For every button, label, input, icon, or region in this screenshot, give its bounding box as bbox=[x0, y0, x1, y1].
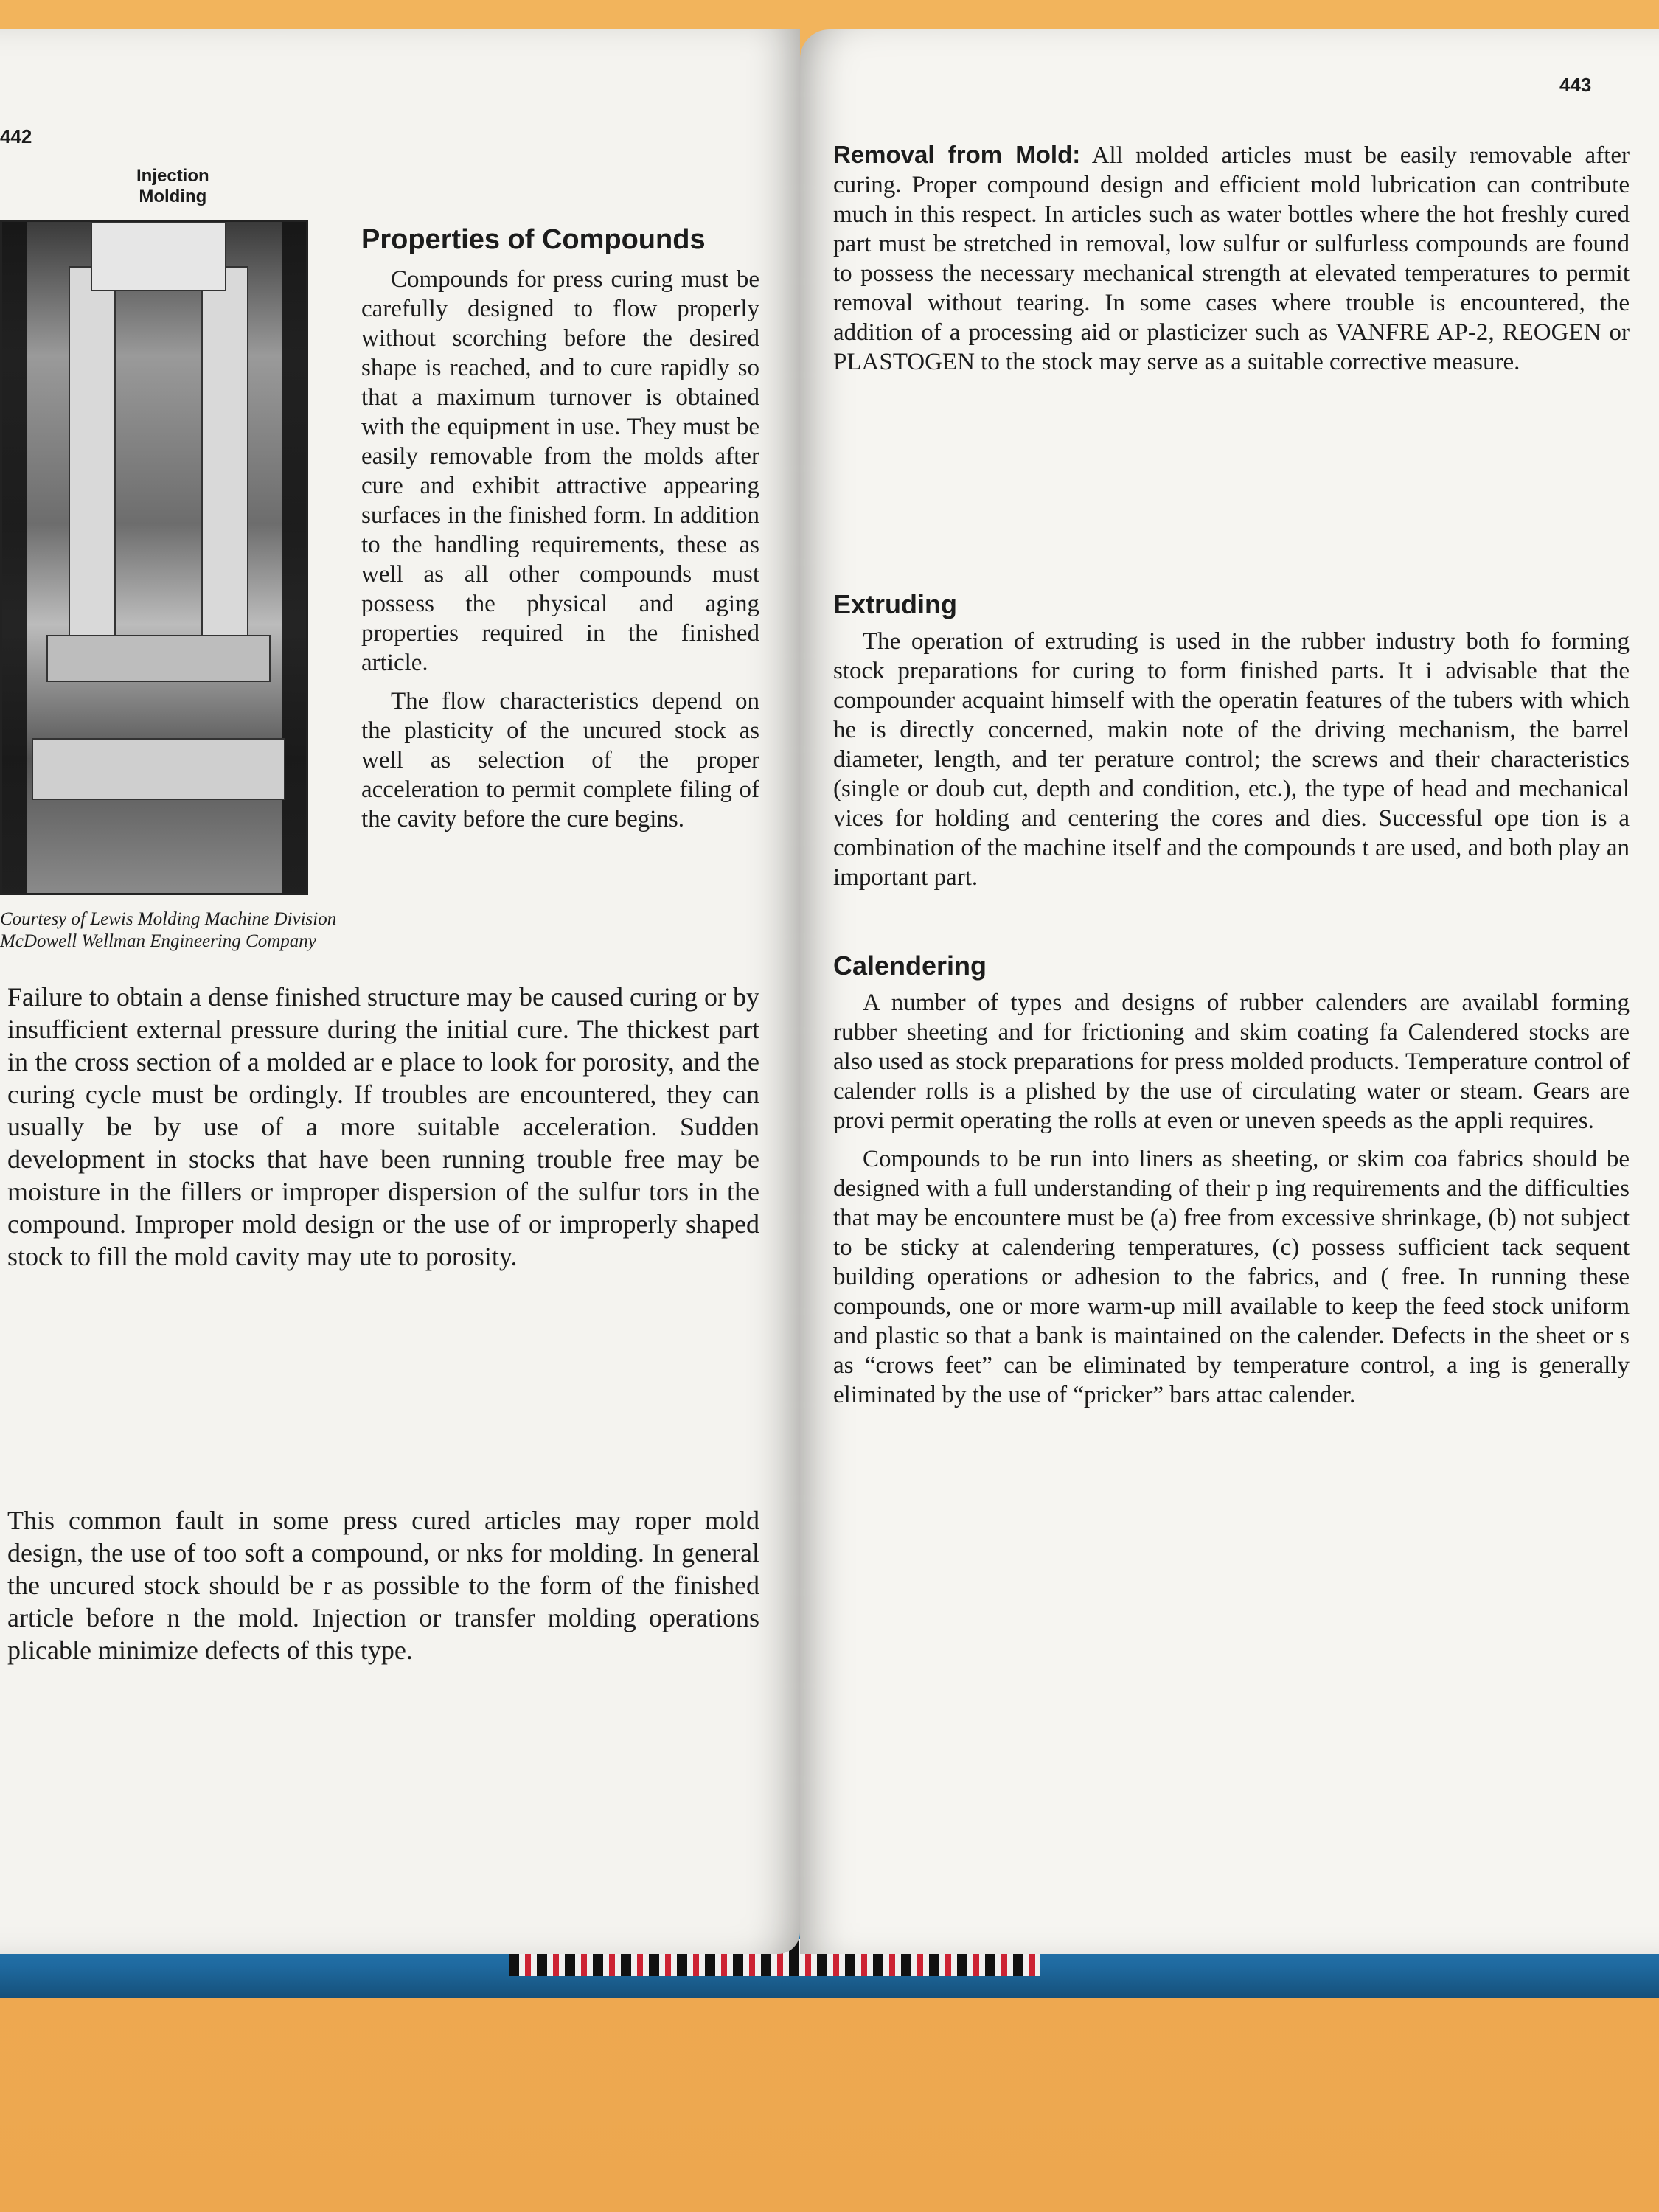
caption-line-1: Courtesy of Lewis Molding Machine Division bbox=[0, 909, 337, 929]
photo-icon bbox=[0, 220, 308, 895]
calendering-paragraph-2: Compounds to be run into liners as sheeting, or skim coa fabrics should be designed with a full understanding of their p ing requirements and the difficulties that may be encountere must be (a) free from excessive shrinkage, (b) not subject to be sticky at calendering temperatures, (c) possess sufficient tack sequent building operations or adhesion to the fabrics, and ( free. In running these compounds, one or more warm-up mill available to keep the feed stock uniform and plastic so that a bank is maintained on the calender. Defects in the sheet or s as “crows feet” can be eliminated by temperature control, a ing is generally eliminated by the use of “pricker” bars attac calender. bbox=[833, 1146, 1630, 1408]
porosity-paragraph bbox=[7, 981, 759, 1281]
properties-column bbox=[361, 225, 759, 843]
caption-line-2: McDowell Wellman Engineering Company bbox=[0, 931, 316, 951]
left-page bbox=[0, 29, 800, 1954]
heading-removal: Removal from Mold: bbox=[833, 141, 1081, 168]
heading-properties: Properties of Compounds bbox=[361, 224, 706, 255]
page-number-right: 443 bbox=[1559, 74, 1592, 96]
body-paragraph-porosity: Failure to obtain a dense finished structure may be caused curing or by insufficient external pressure during the initial cure. The thickest part in the cross section of a molded ar e place to look for porosity, and the curing cycle must be ordingly. If troubles are encountered, they can usually be by use of a more suitable acceleration. Sudden development in stocks that have been running trouble free may be moisture in the fillers or improper dispersion of the sulfur tors in the compound. Improper mold design or the use of or improperly shaped stock to fill the mold cavity may ute to porosity. bbox=[7, 982, 759, 1271]
extruding-paragraph: The operation of extruding is used in the rubber industry both fo forming stock preparations for curing to form finished parts. It i advisable that the compounder acquaint himself with the operatin features of the tubers with which he is directly concerned, makin note of the driving mechanism, the barrel diameter, length, and ter perature control; the screws and their characteristics (single or doub cut, depth and condition, etc.), the type of head and mechanical vices for holding and centering the cores and dies. Successful ope tion is a combination of the machine itself and the compounds t are used, and both play an important part. bbox=[833, 628, 1630, 891]
page-number-left: 442 bbox=[0, 125, 32, 147]
section-label: Injection Molding bbox=[136, 166, 209, 206]
body-paragraph-fault: This common fault in some press cured articles may roper mold design, the use of too soft a compound, or nks for molding. In general the uncured stock should be r as possible to the form of the finished article before n the mold. Injection or transfer molding operations plicable minimize defects of this type. bbox=[7, 1506, 759, 1665]
figure-caption bbox=[0, 908, 516, 953]
paragraph-flow: The flow characteristics depend on the plasticity of the uncured stock as well as selection of the proper acceleration to permit complete filing of the cavity before the cure begins. bbox=[361, 688, 759, 832]
calendering-paragraph-1: A number of types and designs of rubber calenders are availabl forming rubber sheeting and for frictioning and skim coating fa Calendered stocks are also used as stock preparations for press molded products. Temperature control of calender rolls is a plished by the use of circulating water or steam. Gears are provi permit operating the rolls at even or uneven speeds as the appli requires. bbox=[833, 990, 1630, 1134]
heading-extruding: Extruding bbox=[833, 589, 957, 619]
right-page bbox=[800, 29, 1659, 1954]
calendering-section bbox=[833, 951, 1630, 1419]
removal-paragraph bbox=[833, 140, 1630, 377]
heading-calendering: Calendering bbox=[833, 950, 987, 981]
paragraph-compounds: Compounds for press curing must be carefully designed to flow properly without scorching before the desired shape is reached, and to cure rapidly so that a maximum turnover is obtained with the equipment in use. They must be easily removable from the molds after cure and exhibit attractive appearing surfaces in the finished form. In addition to the handling requirements, these as well as all other compounds must possess the physical and aging properties required in the finished article. bbox=[361, 266, 759, 676]
removal-section bbox=[833, 140, 1630, 386]
extruding-section bbox=[833, 590, 1630, 901]
fault-paragraph bbox=[7, 1504, 759, 1675]
removal-text: All molded articles must be easily removable after curing. Proper compound design and efficient mold lubrication can contribute much in this respect. In articles such as water bottles where the hot freshly cured part must be stretched in removal, low sulfur or sulfurless compounds are found to possess the necessary mechanical strength at elevated temperatures to permit removal without tearing. In some cases where trouble is encountered, the addition of a processing aid or plasticizer such as VANFRE AP-2, REOGEN or PLASTOGEN to the stock may serve as a suitable corrective measure. bbox=[833, 142, 1630, 375]
